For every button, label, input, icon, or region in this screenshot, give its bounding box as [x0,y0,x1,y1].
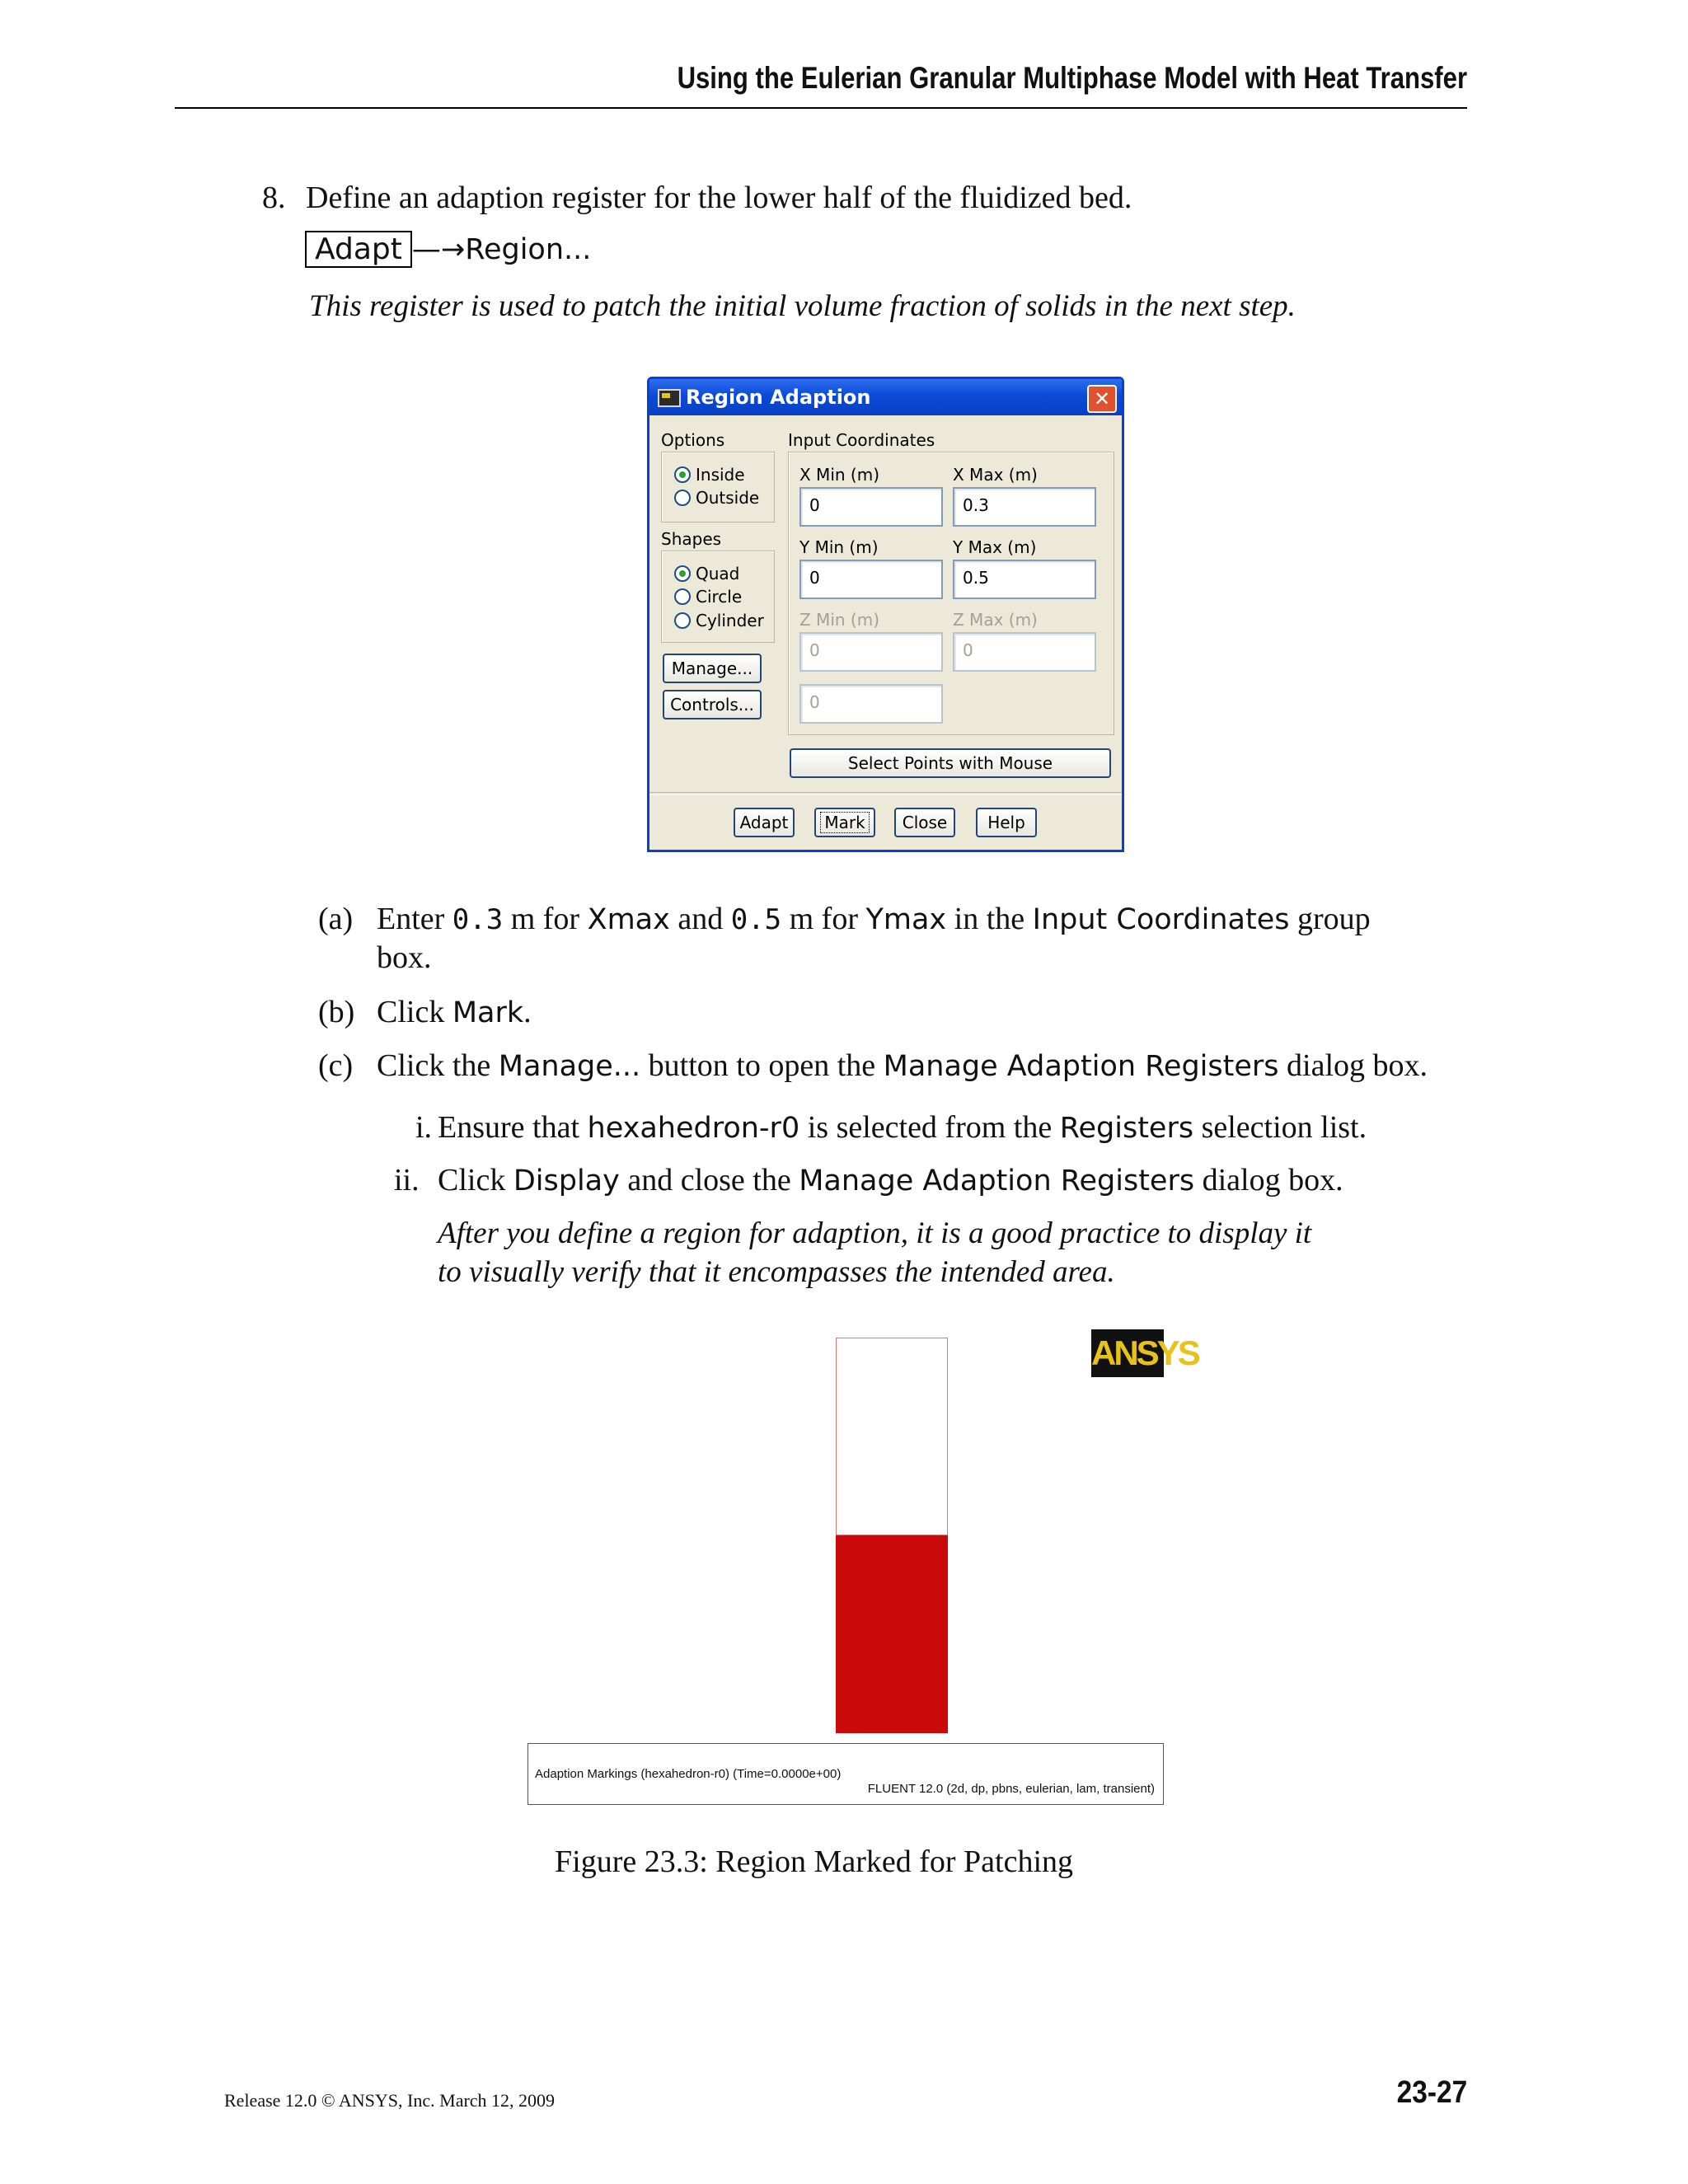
substep-ii-display: Display [513,1165,620,1197]
substep-b-label: (b) [318,995,355,1029]
substep-note-line2: to visually verify that it encompasses the intended area. [438,1255,1115,1289]
substep-b-period: . [523,995,532,1029]
x-max-label: X Max (m) [953,465,1038,485]
inside-label: Inside [696,465,745,485]
page-number: 23-27 [1396,2075,1467,2110]
outside-label: Outside [696,488,760,508]
substep-i-selected: is selected from the [807,1110,1053,1145]
substep-ii-label: ii. [394,1163,420,1197]
substep-c-button: button to open the [648,1048,876,1083]
figure-info-right: FLUENT 12.0 (2d, dp, pbns, eulerian, lam, transient) [867,1782,1155,1796]
options-group-label: Options [661,430,725,450]
fluidized-bed-marked-region [836,1535,948,1733]
substep-i-ensure: Ensure that [438,1110,580,1145]
z-min-label: Z Min (m) [799,610,879,630]
mark-button-label: Mark [821,813,868,832]
y-min-label: Y Min (m) [799,537,879,557]
step-text: Define an adaption register for the lower half of the fluidized bed. [306,180,1132,215]
z-min-field[interactable]: 0 [799,632,943,672]
ansys-logo: ANSYS [1091,1329,1164,1377]
x-min-label: X Min (m) [799,465,879,485]
dialog-separator [649,792,1122,795]
circle-radio[interactable] [674,588,691,605]
cylinder-label: Cylinder [696,611,764,630]
menu-root-adapt: Adapt [305,231,412,268]
substep-a-value-xmax: 0.3 [452,903,504,936]
substep-i-label: i. [415,1110,433,1145]
circle-label: Circle [696,587,743,607]
substep-a-m-for-1: m for [510,902,580,936]
z-max-label: Z Max (m) [953,610,1038,630]
menu-arrow: —→ [411,233,466,266]
substep-a-line1 [377,901,1371,937]
app-icon [658,389,681,407]
shapes-group-label: Shapes [661,529,722,549]
substep-a-box: box. [377,940,432,975]
step-note: This register is used to patch the initial volume fraction of solids in the next step. [309,289,1296,323]
outside-radio[interactable] [674,490,691,506]
dialog-title: Region Adaption [686,386,871,409]
substep-a-and: and [678,902,724,936]
running-header [175,58,1467,109]
y-max-label: Y Max (m) [953,537,1037,557]
substep-c-dialog: Manage Adaption Registers [883,1050,1279,1083]
substep-a-xmax: Xmax [587,903,670,936]
substep-c-dialog-box: dialog box. [1287,1048,1428,1083]
substep-a-input-coordinates: Input Coordinates [1032,903,1290,936]
substep-ii-dialog: Manage Adaption Registers [799,1165,1195,1197]
substep-ii-dialog-box: dialog box. [1202,1163,1343,1197]
mark-button[interactable] [814,808,875,837]
substep-a-label: (a) [318,902,354,936]
input-coordinates-label: Input Coordinates [788,430,935,450]
substep-ii-text [438,1162,1343,1198]
substep-a-enter: Enter [377,902,445,936]
fluidized-bed-unmarked-region [836,1338,948,1535]
substep-c-label: (c) [318,1048,354,1083]
select-points-with-mouse-button[interactable]: Select Points with Mouse [790,748,1111,778]
dialog-titlebar[interactable] [649,379,1122,415]
substep-b-mark: Mark [452,996,524,1029]
substep-i-selection-list: selection list. [1201,1110,1367,1145]
radius-field[interactable]: 0 [799,684,943,724]
options-group [661,452,775,523]
region-adaption-dialog [647,377,1124,852]
quad-label: Quad [696,564,740,583]
controls-button[interactable]: Controls... [663,690,762,719]
y-max-field[interactable]: 0.5 [953,560,1096,599]
substep-a-m-for-2: m for [789,902,858,936]
substep-i-text [438,1109,1367,1146]
close-button[interactable]: Close [894,808,955,837]
footer-release: Release 12.0 © ANSYS, Inc. March 12, 2009 [224,2090,556,2111]
y-min-field[interactable]: 0 [799,560,943,599]
header-title: Using the Eulerian Granular Multiphase Model with Heat Transfer [677,61,1467,95]
help-button[interactable]: Help [976,808,1037,837]
cylinder-radio[interactable] [674,612,691,629]
substep-c-manage: Manage... [498,1050,641,1083]
substep-b-click: Click [377,995,445,1029]
substep-a-in-the: in the [954,902,1025,936]
figure-info-left: Adaption Markings (hexahedron-r0) (Time=0.0000e+00) [535,1767,842,1781]
menu-item-region: Region... [465,233,592,266]
substep-i-register: hexahedron-r0 [587,1112,800,1145]
manage-button[interactable]: Manage... [663,654,762,683]
close-icon[interactable]: ✕ [1087,385,1117,413]
substep-a-group: group [1296,902,1371,936]
step-number: 8. [262,180,286,215]
figure-info-box [528,1743,1164,1805]
substep-b-text [377,994,532,1030]
figure-caption: Figure 23.3: Region Marked for Patching [555,1844,1074,1879]
substep-c-click: Click the [377,1048,491,1083]
substep-i-registers: Registers [1059,1112,1194,1145]
substep-c-text [377,1047,1428,1084]
substep-ii-click: Click [438,1163,506,1197]
adapt-button[interactable]: Adapt [734,808,795,837]
inside-radio[interactable] [674,466,691,483]
substep-ii-close: and close the [627,1163,791,1197]
substep-a-ymax: Ymax [865,903,947,936]
quad-radio[interactable] [674,565,691,582]
substep-note-line1: After you define a region for adaption, it is a good practice to display it [438,1216,1312,1250]
menu-path [305,231,591,268]
z-max-field[interactable]: 0 [953,632,1096,672]
x-max-field[interactable]: 0.3 [953,487,1096,527]
x-min-field[interactable]: 0 [799,487,943,527]
substep-a-value-ymax: 0.5 [730,903,782,936]
